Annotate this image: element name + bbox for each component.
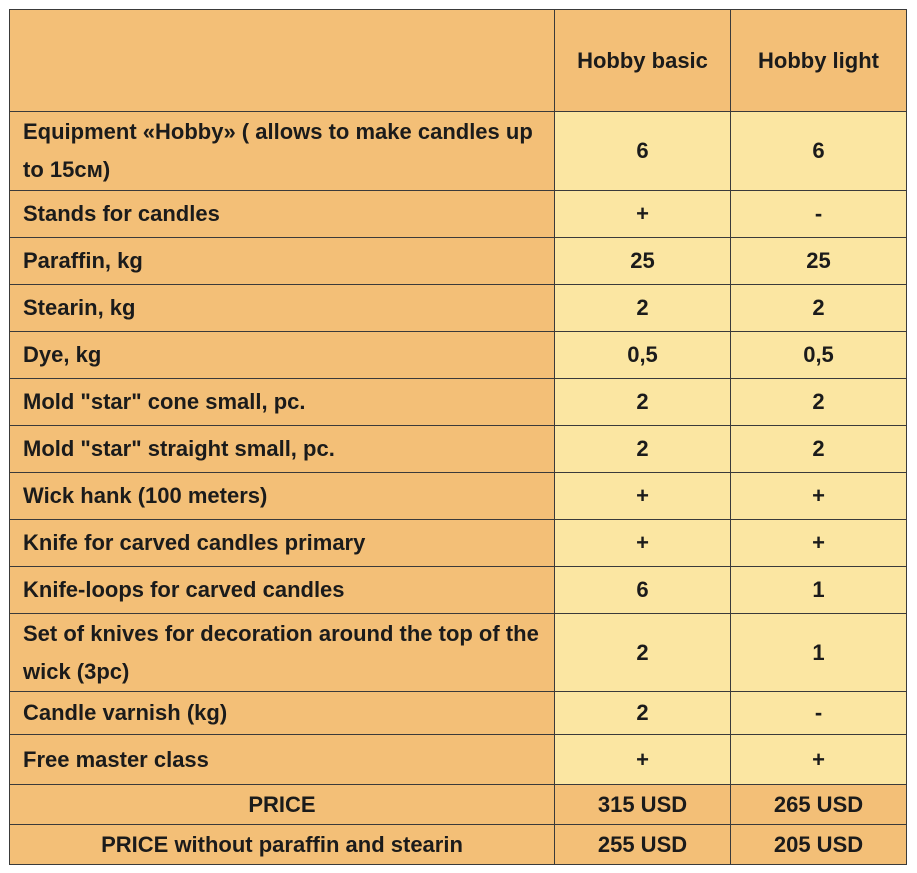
light-value: 1 <box>731 567 907 614</box>
header-hobby-light: Hobby light <box>731 10 907 112</box>
price-no-paraffin-basic: 255 USD <box>555 825 731 865</box>
table-row <box>10 426 907 473</box>
table-row <box>10 692 907 735</box>
basic-value: + <box>555 473 731 520</box>
table-row <box>10 112 907 191</box>
table-row <box>10 332 907 379</box>
light-value: 2 <box>731 285 907 332</box>
row-label: Wick hank (100 meters) <box>10 473 555 520</box>
table-row <box>10 473 907 520</box>
price-basic: 315 USD <box>555 785 731 825</box>
table-row <box>10 191 907 238</box>
row-label: Stands for candles <box>10 191 555 238</box>
row-label: Free master class <box>10 735 555 785</box>
light-value: 6 <box>731 112 907 191</box>
row-label: Stearin, kg <box>10 285 555 332</box>
light-value: 2 <box>731 426 907 473</box>
light-value: + <box>731 473 907 520</box>
table-row <box>10 567 907 614</box>
price-row <box>10 785 907 825</box>
row-label: Dye, kg <box>10 332 555 379</box>
row-label: Knife-loops for carved candles <box>10 567 555 614</box>
table-row <box>10 238 907 285</box>
price-no-paraffin-light: 205 USD <box>731 825 907 865</box>
light-value: 2 <box>731 379 907 426</box>
light-value: - <box>731 692 907 735</box>
light-value: 0,5 <box>731 332 907 379</box>
table-row <box>10 285 907 332</box>
header-empty-cell <box>10 10 555 112</box>
basic-value: 6 <box>555 112 731 191</box>
basic-value: 0,5 <box>555 332 731 379</box>
table-row <box>10 735 907 785</box>
basic-value: 2 <box>555 379 731 426</box>
basic-value: 25 <box>555 238 731 285</box>
basic-value: 2 <box>555 614 731 692</box>
table-row <box>10 379 907 426</box>
light-value: + <box>731 520 907 567</box>
row-label: Paraffin, kg <box>10 238 555 285</box>
light-value: + <box>731 735 907 785</box>
basic-value: 2 <box>555 426 731 473</box>
light-value: 1 <box>731 614 907 692</box>
basic-value: + <box>555 735 731 785</box>
header-hobby-basic: Hobby basic <box>555 10 731 112</box>
basic-value: 2 <box>555 692 731 735</box>
price-label: PRICE <box>10 785 555 825</box>
basic-value: 2 <box>555 285 731 332</box>
row-label: Candle varnish (kg) <box>10 692 555 735</box>
header-row <box>10 10 907 112</box>
basic-value: + <box>555 520 731 567</box>
price-no-paraffin-label: PRICE without paraffin and stearin <box>10 825 555 865</box>
row-label: Equipment «Hobby» ( allows to make candles up to 15см) <box>10 112 555 191</box>
row-label: Mold "star" straight small, pc. <box>10 426 555 473</box>
row-label: Mold "star" cone small, pc. <box>10 379 555 426</box>
light-value: - <box>731 191 907 238</box>
comparison-table <box>9 9 907 865</box>
table-row <box>10 520 907 567</box>
row-label: Set of knives for decoration around the top of the wick (3pc) <box>10 614 555 692</box>
table-row <box>10 614 907 692</box>
light-value: 25 <box>731 238 907 285</box>
price-no-paraffin-row <box>10 825 907 865</box>
row-label: Knife for carved candles primary <box>10 520 555 567</box>
basic-value: 6 <box>555 567 731 614</box>
basic-value: + <box>555 191 731 238</box>
price-light: 265 USD <box>731 785 907 825</box>
